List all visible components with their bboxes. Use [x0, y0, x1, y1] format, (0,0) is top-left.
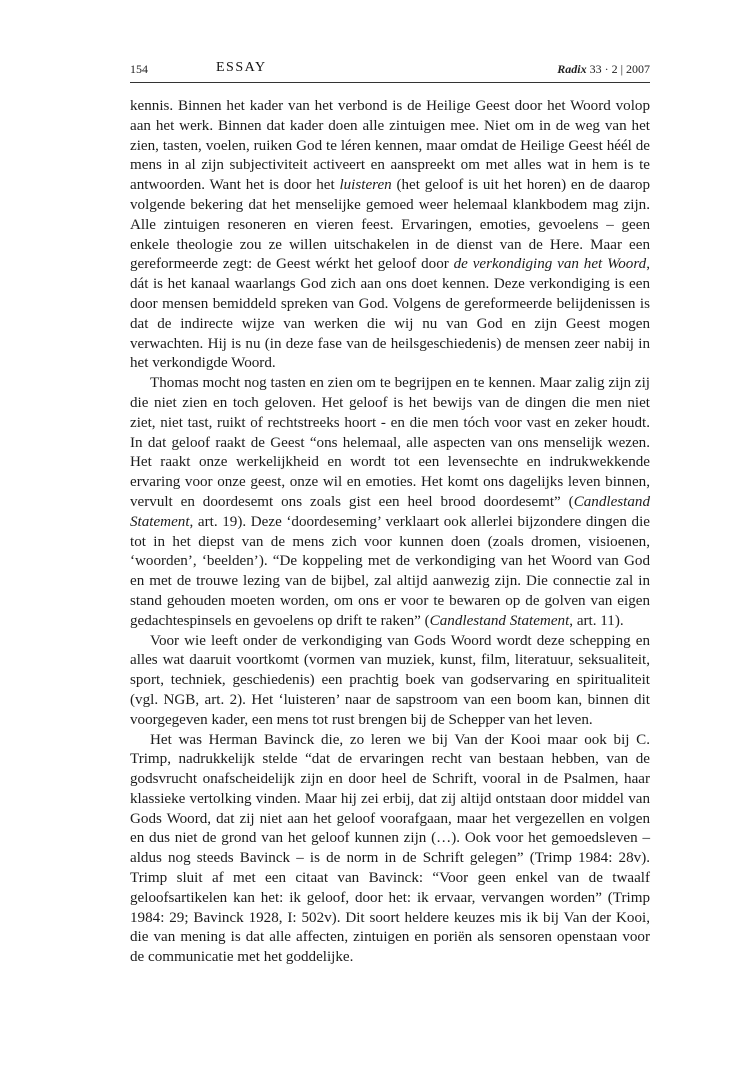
text-run: Het was Herman Bavinck die, zo leren we bij Van der Kooi maar ook bij C. Trimp, nadrukkelijk stelde “dat de ervaringen recht van bestaan hebben, van de godsvrucht onafscheidelijk zijn en door heel de Schrift, vooral in de Psalmen, haar klassieke vertolking vinden. Maar hij zei erbij, dat zij altijd ontstaan door middel van Gods Woord, dat zij niet aan het geloof voorafgaan, maar het vergezellen en volgen en dus niet de grond van het geloof kunnen zijn (…). Ook voor het gemoedsleven – aldus nog steeds Bavinck – is de norm in de Schrift gelegen” (Trimp 1984: 28v). Trimp sluit af met een citaat van Bavinck: “Voor geen enkel van de twaalf geloofsartikelen kan het: ik geloof, door het: ik ervaar, vervangen worden” (Trimp 1984: 29; Bavinck 1928, I: 502v). Dit soort heldere keuzes mis ik bij Van der Kooi, die van mening is dat alle affecten, zintuigen en poriën als sensoren openstaan voor de communicatie met het goddelijke.	[130, 731, 650, 966]
paragraph	[130, 731, 650, 969]
paragraph	[130, 97, 650, 374]
text-run: Voor wie leeft onder de verkondiging van Gods Woord wordt deze schepping en alles wat daaruit voortkomt (vormen van muziek, kunst, film, literatuur, seksualiteit, sport, techniek, geschiedenis) een prachtig boek van godservaring en spiritualiteit (vgl. NGB, art. 2). Het ‘luisteren’ naar de sapstroom van een boom kan, binnen dit voorgegeven kader, een mens tot rust brengen bij de Schepper van het leven.	[130, 632, 650, 728]
section-title: ESSAY	[216, 60, 267, 75]
page-number: 154	[130, 62, 148, 76]
paragraph	[130, 632, 650, 731]
running-header	[130, 60, 650, 82]
header-rule	[130, 82, 650, 83]
article-body	[130, 97, 650, 968]
italic-text: Candlestand Statement	[130, 493, 650, 530]
journal-name: Radix	[557, 62, 587, 76]
text-run: kennis. Binnen het kader van het verbond is de Heilige Geest door het Woord volop aan het werk. Binnen dat kader doen alle zintuigen mee. Niet om in de weg van het zien, tasten, voelen, ruiken God te léren kennen, maar omdat de Heilige Geest héél de mens in al zijn subjectiviteit activeert en aanspreekt om met alles wat in hem is te antwoorden. Want het is door het	[130, 98, 650, 194]
text-run: , dát is het kanaal waarlangs God zich aan ons doet kennen. Deze verkondiging is een door mensen bemiddeld spreken van God. Volgens de gereformeerde belijdenissen is dat de indirecte wijze van werken die wij nu van God en zijn Geest mogen verwachten. Hij is nu (in deze fase van de heilsgeschiedenis) de mensen zeer nabij in het verkondigde Woord.	[130, 256, 650, 372]
text-run: (het geloof is uit het horen) en de daarop volgende bekering dat het menselijke gemoed weer helemaal klankbodem mag zijn. Alle zintuigen resoneren en vieren feest. Ervaringen, emoties, gevoelens – geen enkele theologie zou ze willen uitschakelen in de dienst van de Here. Maar een gereformeerde zegt: de Geest wérkt het geloof door	[130, 177, 650, 273]
paragraph	[130, 374, 650, 631]
journal-info	[557, 62, 650, 77]
italic-text: de verkondiging van het Woord	[453, 256, 647, 273]
text-run: , art. 19). Deze ‘doordeseming’ verklaart ook allerlei bijzondere dingen die tot in het diepst van de mens zich voor kunnen doen (zoals dromen, visioenen, ‘woorden’, ‘beelden’). “De koppeling met de verkondiging van het Woord van God en met de trouwe lezing van de bijbel, zal altijd aanwezig zijn. Die connectie zal in stand gehouden moeten worden, om ons er voor te bewaren op de golven van eigen gedachtespinsels en gevoelens op drift te raken” (	[130, 513, 650, 629]
italic-text: Candlestand Statement	[429, 612, 570, 629]
text-run: Thomas mocht nog tasten en zien om te begrijpen en te kennen. Maar zalig zijn zij die niet zien en toch geloven. Het geloof is het bewijs van de dingen die men niet ziet, niet tast, ruikt of rechtstreeks hoort - en die men tóch voor vast en zeker houdt. In dat geloof raakt de Geest “ons helemaal, alle aspecten van ons menselijk wezen. Het raakt onze werkelijkheid en wordt tot een levensechte en indrukwekkende ervaring voor onze geest, onze wil en emoties. Het komt ons dagelijks leven binnen, vervult en doordesemt ons zoals gist een heel brood doordesemt” (	[130, 375, 650, 510]
journal-issue: 33 · 2 | 2007	[586, 62, 650, 76]
italic-text: luisteren	[339, 177, 392, 194]
text-run: , art. 11).	[569, 612, 624, 629]
